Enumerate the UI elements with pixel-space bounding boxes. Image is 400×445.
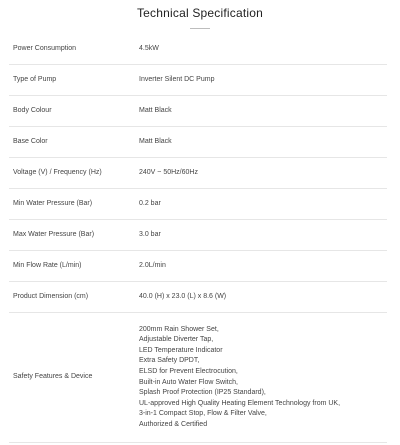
spec-value: Matt Black [139, 137, 172, 145]
spec-row-min-flow [9, 251, 387, 282]
spec-label: Base Color [13, 137, 48, 145]
spec-value: Inverter Silent DC Pump [139, 75, 215, 83]
safety-features-list [139, 319, 387, 437]
spec-table [9, 34, 387, 443]
spec-label: Voltage (V) / Frequency (Hz) [13, 168, 102, 176]
safety-feature-line: Adjustable Diverter Tap, [139, 336, 214, 344]
safety-feature-line: Splash Proof Protection (IP25 Standard), [139, 389, 266, 397]
spec-row-pump [9, 65, 387, 96]
page-title: Technical Specification [136, 6, 263, 20]
spec-value: 0.2 bar [139, 199, 161, 207]
spec-row-voltage [9, 158, 387, 189]
safety-feature-line: Authorized & Certified [139, 420, 208, 428]
spec-row-min-pressure [9, 189, 387, 220]
safety-feature-line: UL-approved High Quality Heating Element Technology from UK, [139, 399, 341, 407]
spec-value: 4.5kW [139, 44, 159, 52]
spec-row-base-color [9, 127, 387, 158]
spec-label: Type of Pump [13, 75, 57, 83]
safety-feature-line: ELSD for Prevent Electrocution, [139, 367, 238, 375]
spec-value: 240V ~ 50Hz/60Hz [139, 168, 198, 176]
spec-value: 2.0L/min [139, 261, 166, 269]
spec-row-power [9, 34, 387, 65]
spec-row-body-colour [9, 96, 387, 127]
safety-feature-line: LED Temperature Indicator [139, 346, 223, 354]
spec-label: Body Colour [13, 106, 52, 114]
spec-row-max-pressure [9, 220, 387, 251]
spec-label: Min Water Pressure (Bar) [13, 199, 93, 207]
spec-label: Safety Features & Device [13, 373, 93, 381]
spec-label: Min Flow Rate (L/min) [13, 261, 82, 269]
spec-label: Product Dimension (cm) [13, 292, 89, 300]
spec-row-dimension [9, 282, 387, 313]
spec-label: Power Consumption [13, 44, 77, 52]
spec-value: 40.0 (H) x 23.0 (L) x 8.6 (W) [139, 292, 227, 300]
spec-value: Matt Black [139, 106, 172, 114]
spec-value: 3.0 bar [139, 230, 161, 238]
spec-label: Max Water Pressure (Bar) [13, 230, 95, 238]
spec-row-safety [9, 313, 387, 443]
safety-feature-line: Extra Safety DPDT, [139, 357, 200, 365]
safety-feature-line: 200mm Rain Shower Set, [139, 325, 219, 333]
safety-feature-line: 3-in-1 Compact Stop, Flow & Filter Valve, [139, 410, 267, 418]
title-divider [190, 28, 210, 29]
safety-feature-line: Built-in Auto Water Flow Switch, [139, 378, 238, 386]
